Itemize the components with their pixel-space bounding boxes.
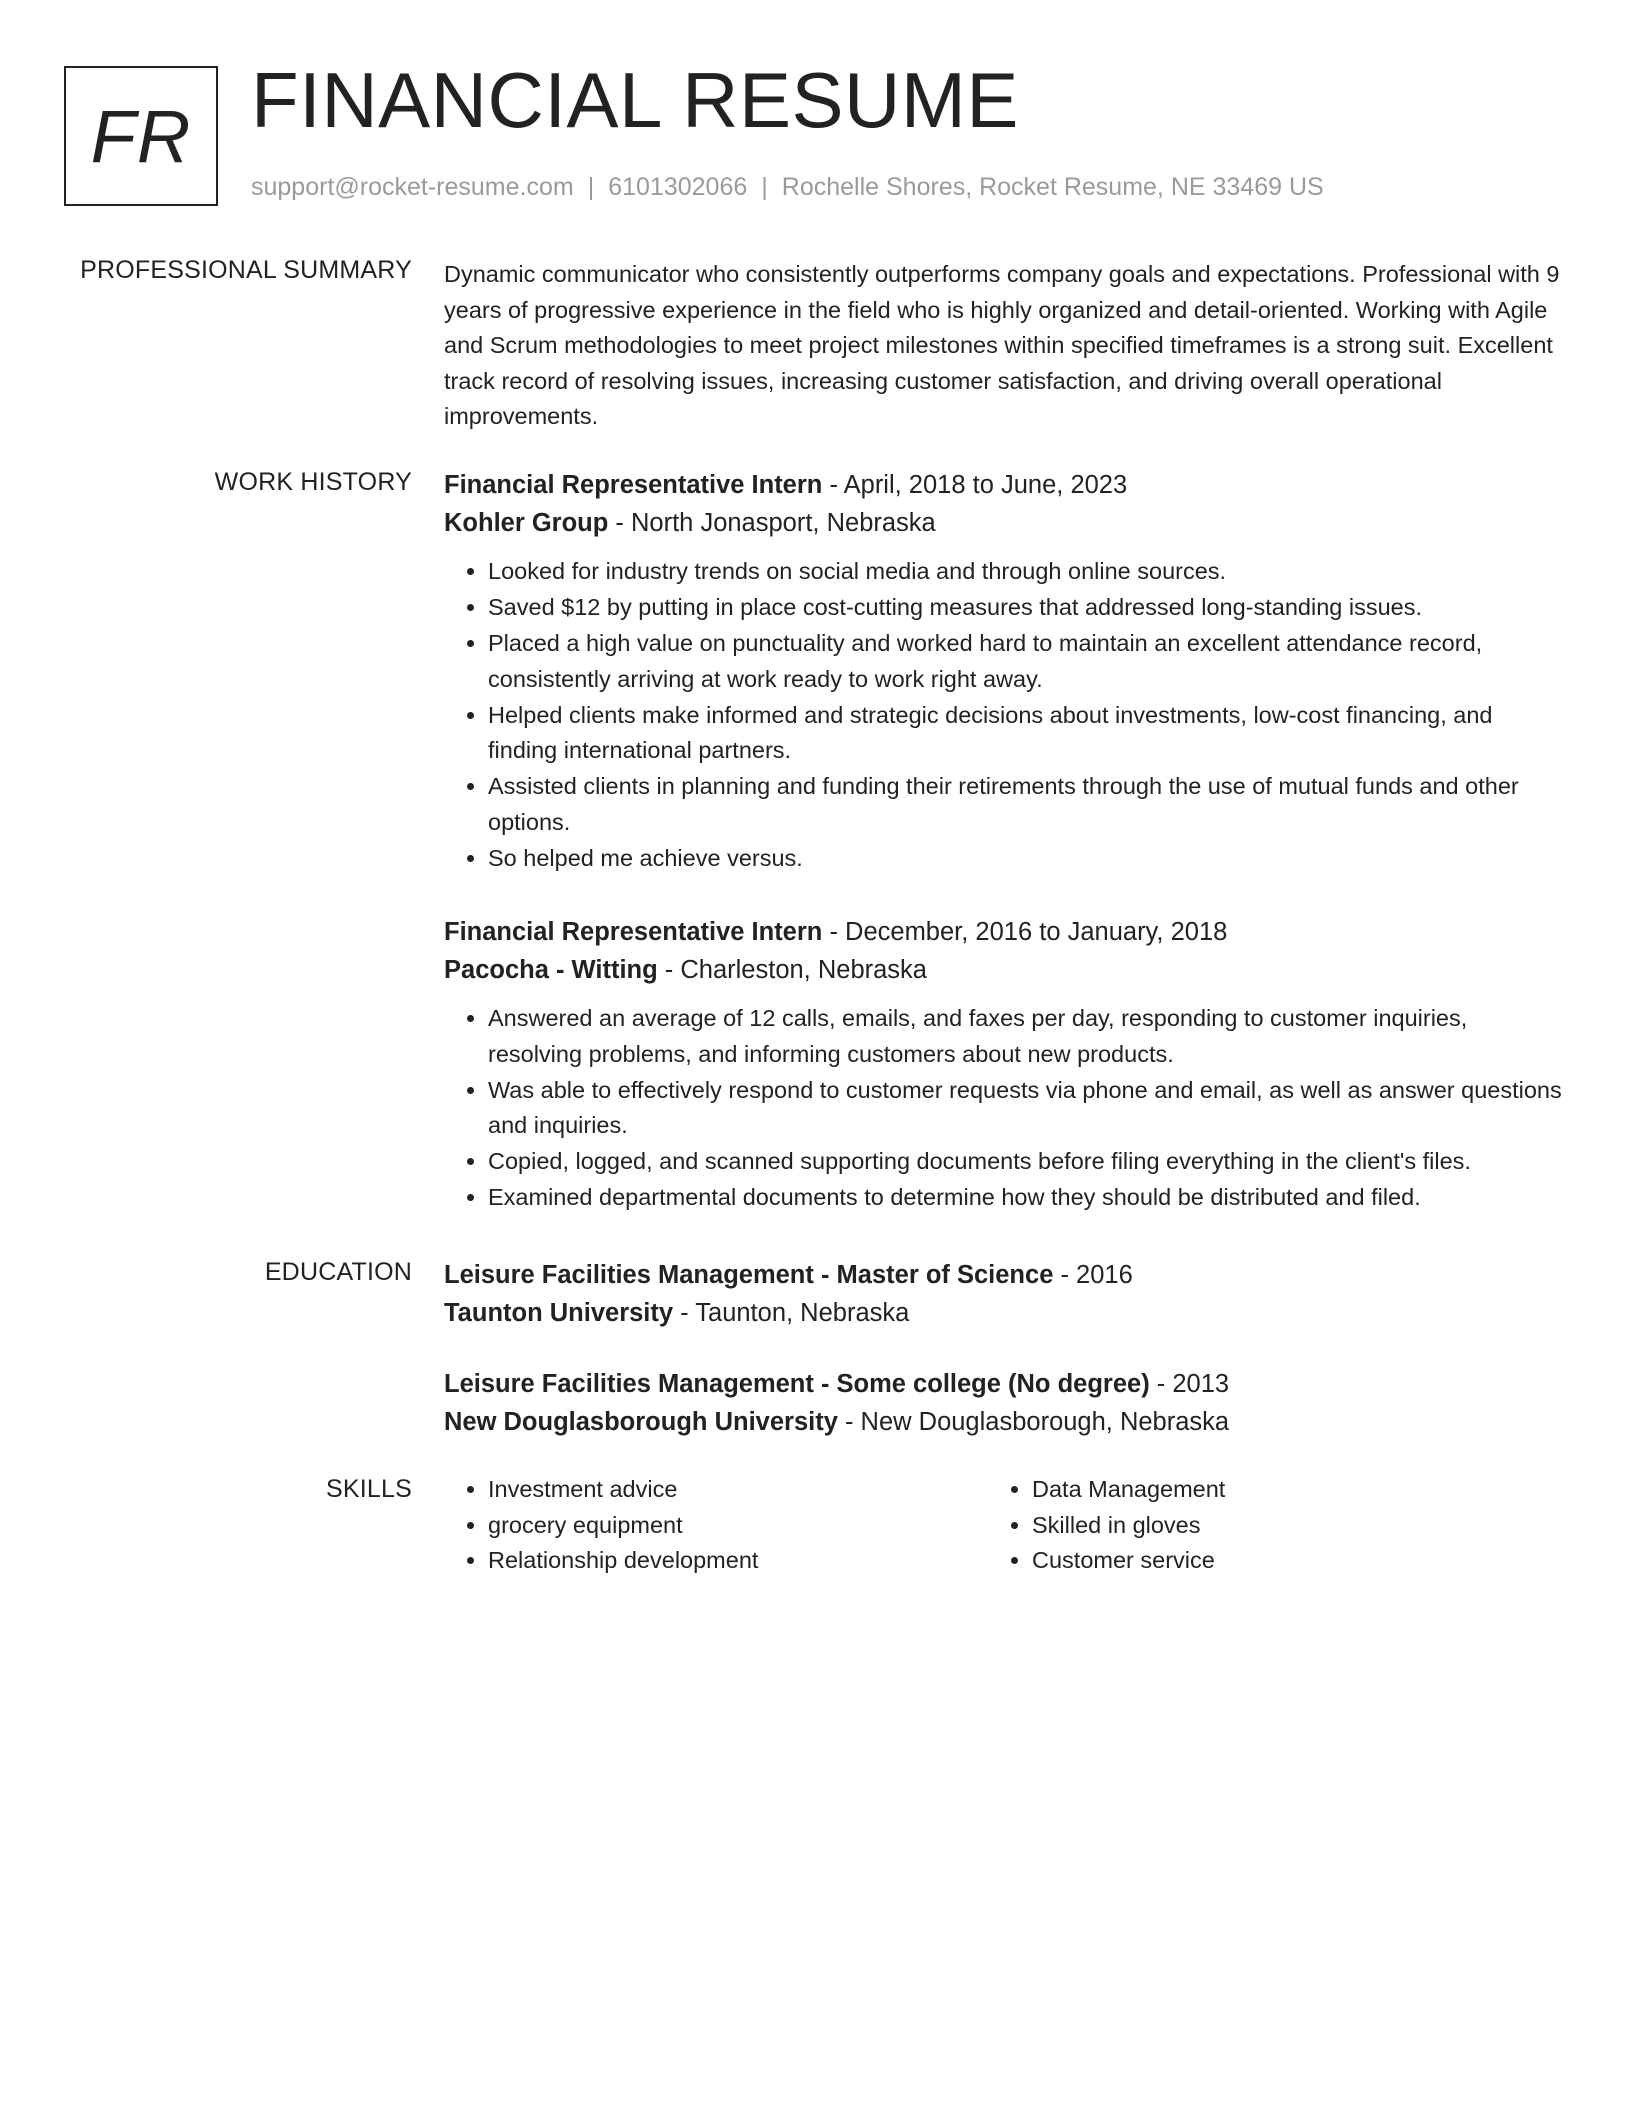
education-entry	[444, 1256, 1564, 1332]
job-bullet: • Helped clients make informed and strategic decisions about investments, low-cost financing, and finding international partners.	[488, 698, 1564, 769]
skill-item: • Data Management	[1032, 1472, 1532, 1508]
company-name: Kohler Group	[444, 509, 609, 537]
job-title-line	[444, 466, 1564, 504]
job-bullet: • Examined departmental documents to determine how they should be distributed and filed.	[488, 1180, 1564, 1216]
company-line	[444, 951, 1564, 989]
education-entry	[444, 1365, 1564, 1441]
job-bullet: • So helped me achieve versus.	[488, 841, 1564, 877]
contact-address: Rochelle Shores, Rocket Resume, NE 33469 US	[781, 173, 1324, 201]
skill-item: • Skilled in gloves	[1032, 1508, 1532, 1544]
degree-line	[444, 1365, 1564, 1403]
job-entry	[444, 466, 1564, 877]
company-line	[444, 504, 1564, 542]
job-bullet: • Was able to effectively respond to customer requests via phone and email, as well as answer questions and inquiries.	[488, 1073, 1564, 1144]
contact-separator: |	[761, 173, 768, 201]
monogram-logo: FR	[64, 66, 218, 206]
section-label-work-history: WORK HISTORY	[214, 468, 412, 496]
school-location: - Taunton, Nebraska	[673, 1299, 910, 1327]
resume-name: FINANCIAL RESUME	[251, 56, 1019, 144]
skill-item: • grocery equipment	[488, 1508, 988, 1544]
skill-item: • Relationship development	[488, 1543, 988, 1579]
skill-item: • Customer service	[1032, 1543, 1532, 1579]
job-title: Financial Representative Intern	[444, 471, 823, 499]
skills-section	[444, 1472, 1564, 1579]
section-label-education: EDUCATION	[264, 1258, 412, 1286]
job-title: Financial Representative Intern	[444, 918, 823, 946]
company-location: - North Jonasport, Nebraska	[608, 509, 936, 537]
job-bullet-list	[444, 554, 1564, 876]
job-dates: - December, 2016 to January, 2018	[822, 918, 1228, 946]
job-title-line	[444, 913, 1564, 951]
degree-line	[444, 1256, 1564, 1294]
job-bullet: • Saved $12 by putting in place cost-cutting measures that addressed long-standing issues.	[488, 590, 1564, 626]
job-bullet: • Looked for industry trends on social media and through online sources.	[488, 554, 1564, 590]
contact-phone: 6101302066	[608, 173, 748, 201]
section-label-summary: PROFESSIONAL SUMMARY	[80, 256, 412, 284]
company-name: Pacocha - Witting	[444, 956, 658, 984]
contact-email: support@rocket-resume.com	[251, 173, 574, 201]
skill-item: • Investment advice	[488, 1472, 988, 1508]
summary-text: Dynamic communicator who consistently outperforms company goals and expectations. Professional with 9 years of progressive experience in the field who is highly organized and detail-oriented. Working with Agile and Scrum methodologies to meet project milestones within specified timeframes is a strong suit. Excellent track record of resolving issues, increasing customer satisfaction, and driving overall operational improvements.	[444, 261, 1560, 429]
degree-name: Leisure Facilities Management - Master of Science	[444, 1261, 1054, 1289]
job-entry	[444, 913, 1564, 1216]
job-bullet: • Copied, logged, and scanned supporting documents before filing everything in the client's files.	[488, 1144, 1564, 1180]
job-dates: - April, 2018 to June, 2023	[822, 471, 1128, 499]
skills-list-left	[444, 1472, 988, 1579]
skills-list-right	[988, 1472, 1532, 1579]
summary-section	[444, 257, 1564, 435]
degree-name: Leisure Facilities Management - Some college (No degree)	[444, 1370, 1150, 1398]
contact-line	[251, 173, 1324, 202]
section-label-skills: SKILLS	[326, 1475, 412, 1503]
job-bullet: • Assisted clients in planning and funding their retirements through the use of mutual funds and other options.	[488, 769, 1564, 840]
school-name: New Douglasborough University	[444, 1408, 838, 1436]
job-bullet: • Placed a high value on punctuality and worked hard to maintain an excellent attendance record, consistently arriving at work ready to work right away.	[488, 626, 1564, 697]
school-location: - New Douglasborough, Nebraska	[837, 1408, 1230, 1436]
school-name: Taunton University	[444, 1299, 674, 1327]
contact-separator: |	[587, 173, 595, 201]
degree-year: - 2016	[1053, 1261, 1133, 1289]
company-location: - Charleston, Nebraska	[657, 956, 927, 984]
degree-year: - 2013	[1149, 1370, 1230, 1398]
job-bullet: • Answered an average of 12 calls, emails, and faxes per day, responding to customer inquiries, resolving problems, and informing customers about new products.	[488, 1001, 1564, 1072]
job-bullet-list	[444, 1001, 1564, 1216]
school-line	[444, 1403, 1564, 1441]
school-line	[444, 1294, 1564, 1332]
